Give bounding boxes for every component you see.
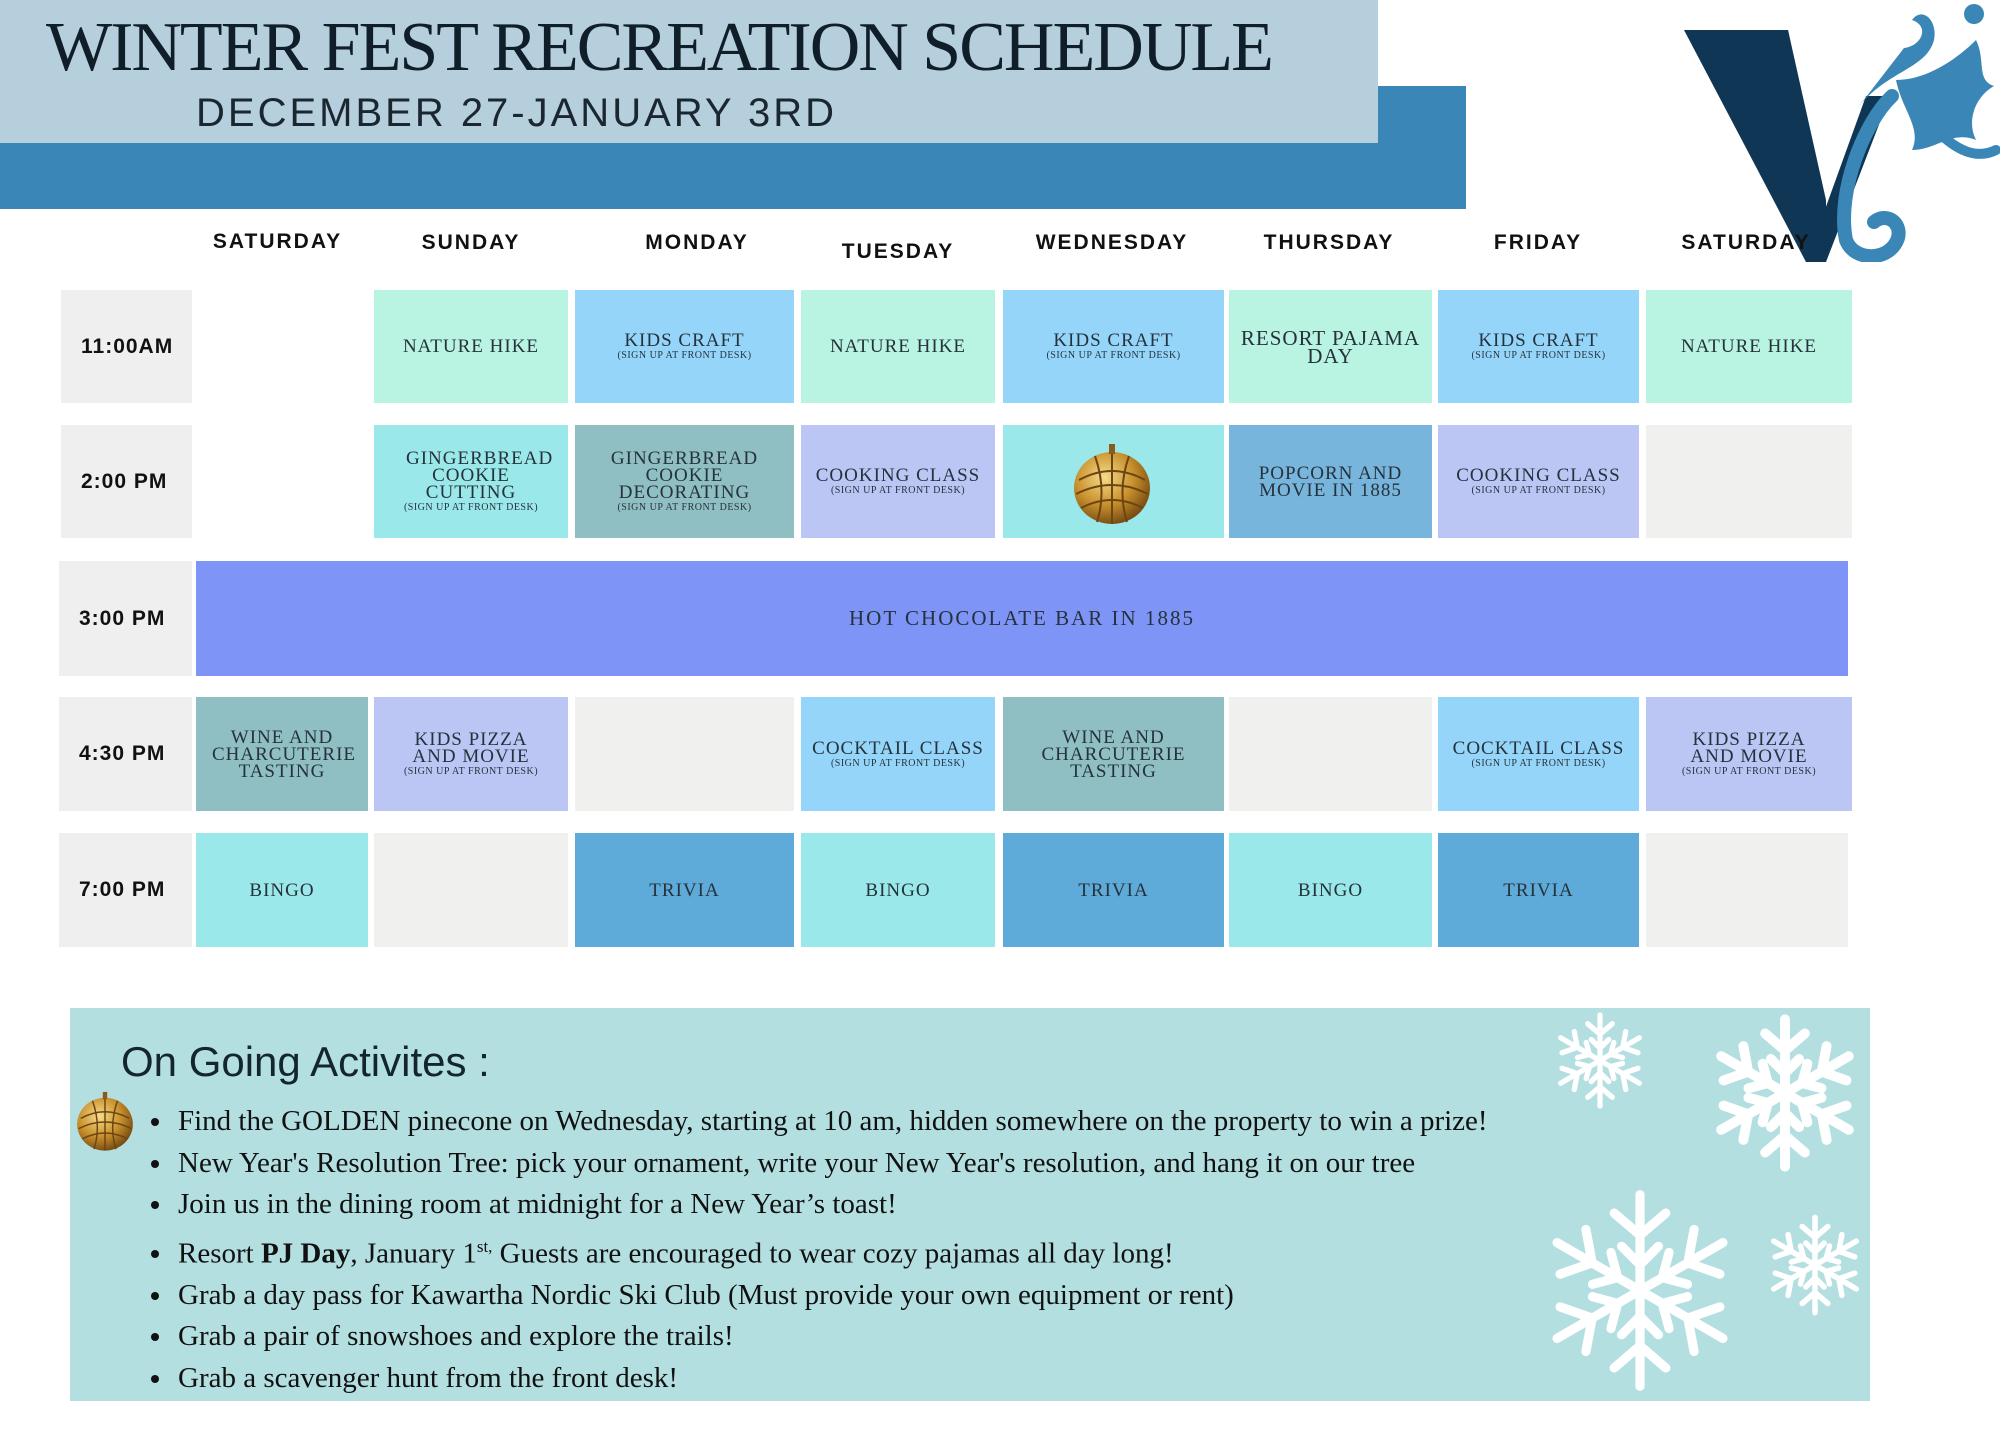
- time-label: 2:00 PM: [61, 425, 192, 538]
- v-monogram-logo-icon: [1676, 0, 2000, 262]
- activity-title: HOT CHOCOLATE BAR IN 1885: [849, 606, 1195, 630]
- signup-note: (SIGN UP AT FRONT DESK): [830, 485, 966, 496]
- signup-note: (SIGN UP AT FRONT DESK): [1046, 350, 1181, 361]
- signup-note: (SIGN UP AT FRONT DESK): [1471, 350, 1606, 361]
- signup-note: (SIGN UP AT FRONT DESK): [403, 502, 539, 513]
- activity-title: COCKTAIL CLASS: [1452, 737, 1625, 759]
- empty-cell: [1229, 697, 1432, 811]
- day-header-tuesday: TUESDAY: [841, 240, 955, 263]
- activity-cell: [374, 697, 568, 811]
- activity-title: NATURE HIKE: [1680, 336, 1818, 357]
- activity-cell: [575, 290, 794, 403]
- pj-date-suffix: st,: [476, 1236, 493, 1256]
- activity-title: KIDS CRAFT: [1053, 330, 1174, 351]
- activity-cell: [801, 425, 995, 538]
- activity-title: BINGO: [865, 879, 931, 901]
- activity-cell: [801, 833, 995, 947]
- list-item: [174, 1226, 1488, 1275]
- activity-cell: [374, 290, 568, 403]
- activity-title: POPCORN AND MOVIE IN 1885: [1258, 462, 1403, 501]
- activity-title: COOKING CLASS: [815, 465, 981, 486]
- activity-cell: [1438, 425, 1639, 538]
- empty-cell: [1646, 425, 1852, 538]
- activity-cell: [1438, 833, 1639, 947]
- ongoing-list: [140, 1101, 1488, 1399]
- golden-pinecone-icon: [72, 1089, 138, 1155]
- activity-title: NATURE HIKE: [829, 336, 967, 357]
- time-label: 4:30 PM: [59, 697, 192, 811]
- activity-title: RESORT PAJAMA DAY: [1240, 325, 1421, 368]
- activity-title: KIDS CRAFT: [624, 330, 745, 351]
- list-item: • Find the GOLDEN pinecone on Wednesday, starting at 10 am, hidden somewhere on the property to win a prize!: [174, 1101, 1488, 1143]
- signup-note: (SIGN UP AT FRONT DESK): [1681, 766, 1817, 777]
- page-title: WINTER FEST RECREATION SCHEDULE: [46, 9, 1272, 86]
- activity-cell: [801, 290, 995, 403]
- activity-title: TRIVIA: [1078, 879, 1149, 901]
- snowflake-icon: [1530, 1008, 1670, 1113]
- time-label: 7:00 PM: [59, 833, 192, 947]
- activity-cell: [1003, 697, 1224, 811]
- activity-cell: [575, 833, 794, 947]
- activity-title: WINE AND CHARCUTERIE TASTING: [212, 726, 356, 782]
- activity-title: KIDS CRAFT: [1478, 330, 1599, 351]
- signup-note: (SIGN UP AT FRONT DESK): [1471, 485, 1606, 496]
- pj-date: , January 1: [350, 1237, 477, 1270]
- signup-note: (SIGN UP AT FRONT DESK): [617, 350, 752, 361]
- empty-cell: [1646, 833, 1848, 947]
- activity-title: COCKTAIL CLASS: [812, 737, 984, 759]
- ongoing-title: On Going Activites :: [121, 1038, 490, 1085]
- activity-cell: [1438, 290, 1639, 403]
- accent-band-step: [1378, 86, 1466, 143]
- time-label: 11:00AM: [61, 290, 192, 403]
- activity-cell: [575, 425, 794, 538]
- signup-note: (SIGN UP AT FRONT DESK): [403, 766, 539, 777]
- activity-cell: [1229, 290, 1432, 403]
- day-header-sunday: SUNDAY: [421, 231, 521, 254]
- activity-title: WINE AND CHARCUTERIE TASTING: [1041, 726, 1186, 782]
- snowflake-icon: [1760, 1195, 1870, 1335]
- activity-cell: [196, 833, 368, 947]
- list-item: • New Year's Resolution Tree: pick your ornament, write your New Year's resolution, and hang it on our tree: [174, 1143, 1488, 1185]
- activity-title: GINGERBREAD COOKIE DECORATING: [610, 448, 759, 503]
- signup-note: (SIGN UP AT FRONT DESK): [1471, 757, 1606, 769]
- pj-day-bold: PJ Day: [260, 1237, 351, 1270]
- empty-cell: [575, 697, 794, 811]
- activity-title: BINGO: [1297, 879, 1364, 901]
- snowflake-icon: [1525, 1180, 1755, 1401]
- snowflake-icon: [1700, 1008, 1870, 1178]
- activity-cell-wide: [196, 561, 1848, 676]
- signup-note: (SIGN UP AT FRONT DESK): [830, 757, 966, 769]
- list-item: • Grab a day pass for Kawartha Nordic Ski Club (Must provide your own equipment or rent): [174, 1275, 1488, 1317]
- activity-cell: [1646, 697, 1852, 811]
- activity-title: KIDS PIZZA AND MOVIE: [1690, 729, 1808, 767]
- activity-title: BINGO: [249, 879, 315, 901]
- date-range: DECEMBER 27-JANUARY 3RD: [196, 91, 838, 135]
- list-item: • Join us in the dining room at midnight for a New Year’s toast!: [174, 1184, 1488, 1226]
- activity-title: TRIVIA: [1503, 879, 1574, 901]
- time-label: 3:00 PM: [59, 561, 192, 676]
- list-item: • Grab a pair of snowshoes and explore the trails!: [174, 1316, 1488, 1358]
- day-header-saturday: SATURDAY: [212, 230, 343, 253]
- accent-band: [0, 143, 1466, 209]
- signup-note: (SIGN UP AT FRONT DESK): [617, 502, 752, 513]
- day-header-monday: MONDAY: [645, 231, 749, 254]
- activity-cell: [801, 697, 995, 811]
- activity-cell: [1646, 290, 1852, 403]
- pj-description: Guests are encouraged to wear cozy pajamas all day long!: [492, 1237, 1174, 1270]
- list-item: • Grab a scavenger hunt from the front desk!: [174, 1358, 1488, 1400]
- activity-cell: [1438, 697, 1639, 811]
- golden-pinecone-icon: [1067, 440, 1157, 530]
- day-header-wednesday: WEDNESDAY: [1035, 231, 1189, 254]
- activity-cell: [374, 425, 568, 538]
- activity-title: COOKING CLASS: [1456, 465, 1621, 486]
- pj-prefix: Resort: [178, 1237, 261, 1270]
- day-header-thursday: THURSDAY: [1263, 231, 1395, 254]
- activity-cell: [1003, 290, 1224, 403]
- activity-cell: [1003, 833, 1224, 947]
- activity-cell: [196, 697, 368, 811]
- activity-title: NATURE HIKE: [402, 336, 540, 357]
- day-header-friday: FRIDAY: [1493, 231, 1583, 254]
- activity-title: GINGERBREAD COOKIE CUTTING: [406, 448, 554, 503]
- activity-title: KIDS PIZZA AND MOVIE: [412, 729, 530, 767]
- activity-title: TRIVIA: [649, 879, 720, 901]
- empty-cell: [374, 833, 568, 947]
- activity-cell: [1229, 833, 1432, 947]
- day-header-saturday-2: SATURDAY: [1681, 231, 1811, 254]
- activity-cell: [1229, 425, 1432, 538]
